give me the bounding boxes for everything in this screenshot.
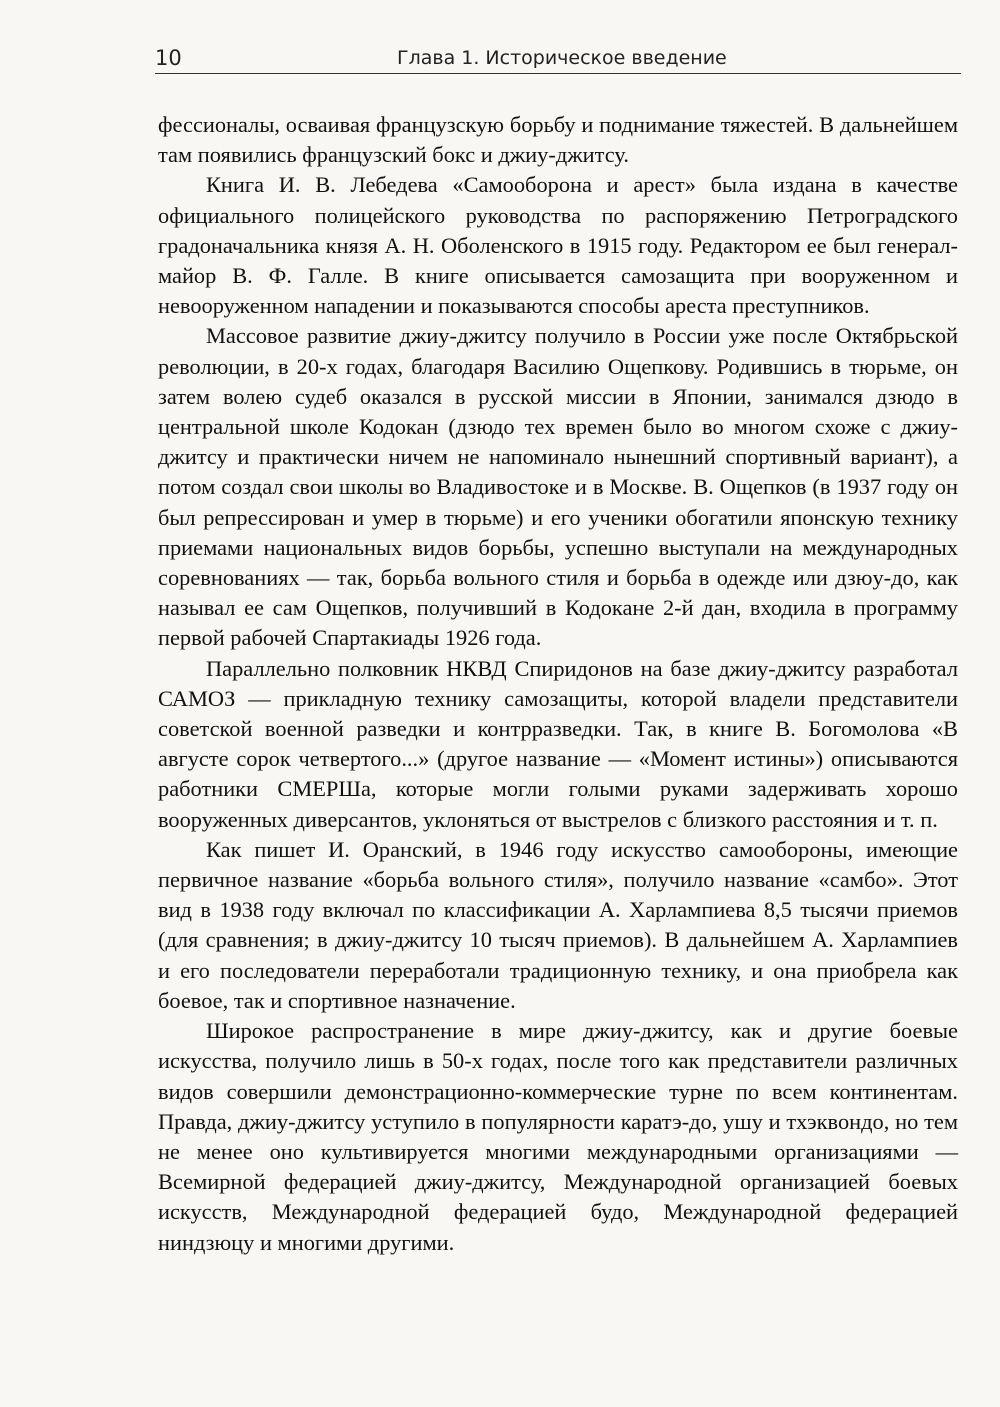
header-rule bbox=[155, 73, 961, 74]
paragraph: Как пишет И. Оранский, в 1946 году искусство самообороны, имеющие первичное название «борьба вольного стиля», получило название «самбо». Этот вид в 1938 году включал по классификации А. Харлампиева 8,5 тысячи приемов (для сравнения; в джиу-джитсу 10 тысяч приемов). В дальнейшем А. Харлампиев и его последователи переработали традиционную технику, и она приобрела как боевое, так и спортивное назначение. bbox=[158, 836, 958, 1013]
body-text bbox=[158, 110, 958, 1258]
paragraph: фессионалы, осваивая французскую борьбу и поднимание тяжестей. В дальнейшем там появились французский бокс и джиу-джитсу. bbox=[158, 112, 958, 168]
paragraph: Широкое распространение в мире джиу-джитсу, как и другие боевые искусства, получило лишь в 50-х годах, после того как представители различных видов совершили демонстрационно-коммерческие турне по всем континентам. Правда, джиу-джитсу уступило в популярности каратэ-до, ушу и тхэквондо, но тем не менее оно культивируется многими международными организациями — Всемирной федерацией джиу-джитсу, Международной организацией боевых искусств, Международной федерацией будо, Международной федерацией ниндзюцу и многими другими. bbox=[158, 1018, 958, 1255]
page-header bbox=[155, 44, 961, 76]
running-title: Глава 1. Историческое введение bbox=[397, 47, 727, 69]
paragraph: Массовое развитие джиу-джитсу получило в России уже после Октябрьской революции, в 20-х годах, благодаря Василию Ощепкову. Родившись в тюрьме, он затем волею судеб оказался в русской миссии в Японии, занимался дзюдо в центральной школе Кодокан (дзюдо тех времен было во многом схоже с джиу-джитсу и практически ничем не напоминало нынешний спортивный вариант), а потом создал свои школы во Владивостоке и в Москве. В. Ощепков (в 1937 году он был репрессирован и умер в тюрьме) и его ученики обогатили японскую технику приемами национальных видов борьбы, успешно выступали на международных соревнованиях — так, борьба вольного стиля и борьба в одежде или дзюу-до, как называл ее сам Ощепков, получивший в Кодокане 2-й дан, входила в программу первой рабочей Спартакиады 1926 года. bbox=[158, 323, 958, 651]
paragraph: Книга И. В. Лебедева «Самооборона и арест» была издана в качестве официального полицейского руководства по распоряжению Петроградского градоначальника князя А. Н. Оболенского в 1915 году. Редактором ее был генерал-майор В. Ф. Галле. В книге описывается самозащита при вооруженном и невооруженном нападении и показываются способы ареста преступников. bbox=[158, 172, 958, 319]
page-number: 10 bbox=[155, 46, 182, 70]
paragraph: Параллельно полковник НКВД Спиридонов на базе джиу-джитсу разработал САМОЗ — прикладную технику самозащиты, которой владели представители советской военной разведки и контрразведки. Так, в книге В. Богомолова «В августе сорок четвертого...» (другое название — «Момент истины») описываются работники СМЕРШа, которые могли голыми руками задерживать хорошо вооруженных диверсантов, уклоняться от выстрелов с близкого расстояния и т. п. bbox=[158, 655, 958, 832]
